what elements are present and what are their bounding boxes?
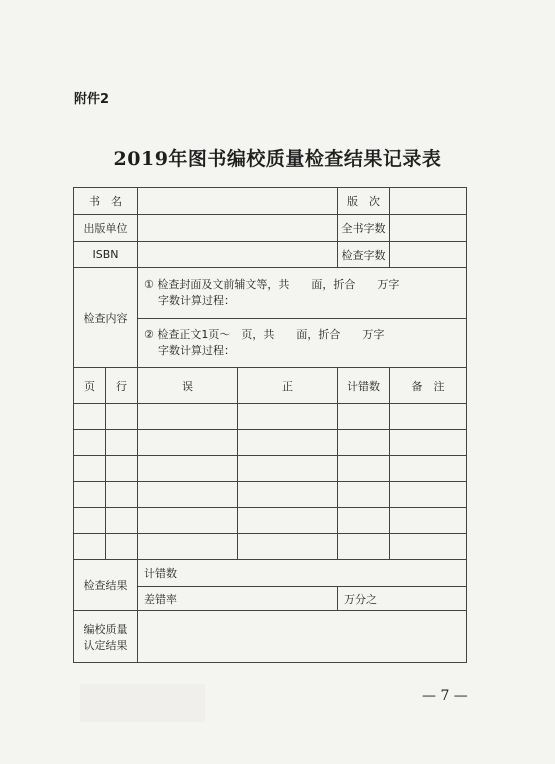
cell-wrong[interactable] [138,482,238,508]
cell-page[interactable] [74,430,106,456]
table-row [74,430,467,456]
edition-field[interactable] [390,188,467,215]
content-1-line-1: ① 检查封面及文前辅文等，共 面，折合 万字 [144,278,400,291]
header-wrong: 误 [138,368,238,404]
table-row [74,534,467,560]
cell-page[interactable] [74,508,106,534]
cell-line[interactable] [106,508,138,534]
cell-page[interactable] [74,404,106,430]
header-remarks: 备 注 [390,368,467,404]
table-row [74,508,467,534]
book-name-label: 书 名 [74,188,138,215]
check-content-item-1[interactable] [138,268,467,319]
table-row [74,482,467,508]
error-rate-label: 差错率 [144,592,177,606]
faded-stamp-area [80,684,205,722]
error-rate-field[interactable] [138,587,338,611]
cell-line[interactable] [106,482,138,508]
cell-remarks[interactable] [390,534,467,560]
table-row [74,456,467,482]
quality-label [74,611,138,663]
content-2-line-2: 字数计算过程： [158,344,235,357]
header-page: 页 [74,368,106,404]
per-ten-thousand-field[interactable] [338,587,467,611]
record-form-table [73,187,467,663]
cell-line[interactable] [106,456,138,482]
cell-correct[interactable] [238,404,338,430]
header-error-count: 计错数 [338,368,390,404]
cell-remarks[interactable] [390,430,467,456]
cell-correct[interactable] [238,430,338,456]
quality-label-line-1: 编校质量 [83,622,128,636]
cell-wrong[interactable] [138,534,238,560]
total-chars-label: 全书字数 [338,215,390,242]
error-count-field[interactable] [138,560,467,587]
quality-result-field[interactable] [138,611,467,663]
publisher-field[interactable] [138,215,338,242]
total-chars-field[interactable] [390,215,467,242]
cell-error-count[interactable] [338,482,390,508]
checked-chars-label: 检查字数 [338,242,390,268]
cell-wrong[interactable] [138,508,238,534]
cell-page[interactable] [74,456,106,482]
cell-line[interactable] [106,534,138,560]
edition-label: 版 次 [338,188,390,215]
cell-error-count[interactable] [338,508,390,534]
content-1-line-2: 字数计算过程： [158,294,235,307]
check-content-label: 检查内容 [74,268,138,368]
isbn-field[interactable] [138,242,338,268]
checked-chars-field[interactable] [390,242,467,268]
check-result-label: 检查结果 [74,560,138,611]
error-count-label: 计错数 [144,567,177,580]
cell-correct[interactable] [238,456,338,482]
cell-correct[interactable] [238,508,338,534]
cell-error-count[interactable] [338,430,390,456]
header-line: 行 [106,368,138,404]
per-ten-thousand-label: 万分之 [344,592,378,606]
cell-wrong[interactable] [138,456,238,482]
cell-error-count[interactable] [338,404,390,430]
cell-line[interactable] [106,430,138,456]
cell-remarks[interactable] [390,456,467,482]
content-2-line-1: ② 检查正文1页～ 页，共 面，折合 万字 [144,328,385,341]
table-row [74,404,467,430]
cell-error-count[interactable] [338,534,390,560]
page-number: — 7 — [422,688,468,704]
cell-page[interactable] [74,482,106,508]
isbn-label: ISBN [74,242,138,268]
cell-remarks[interactable] [390,404,467,430]
cell-error-count[interactable] [338,456,390,482]
publisher-label: 出版单位 [74,215,138,242]
page-title: 2019年图书编校质量检查结果记录表 [113,148,442,170]
cell-remarks[interactable] [390,482,467,508]
cell-remarks[interactable] [390,508,467,534]
book-name-field[interactable] [138,188,338,215]
cell-line[interactable] [106,404,138,430]
attachment-label: 附件2 [74,92,110,107]
cell-correct[interactable] [238,534,338,560]
cell-wrong[interactable] [138,404,238,430]
cell-page[interactable] [74,534,106,560]
check-content-item-2[interactable] [138,319,467,368]
quality-label-line-2: 认定结果 [83,638,128,652]
header-correct: 正 [238,368,338,404]
cell-correct[interactable] [238,482,338,508]
cell-wrong[interactable] [138,430,238,456]
